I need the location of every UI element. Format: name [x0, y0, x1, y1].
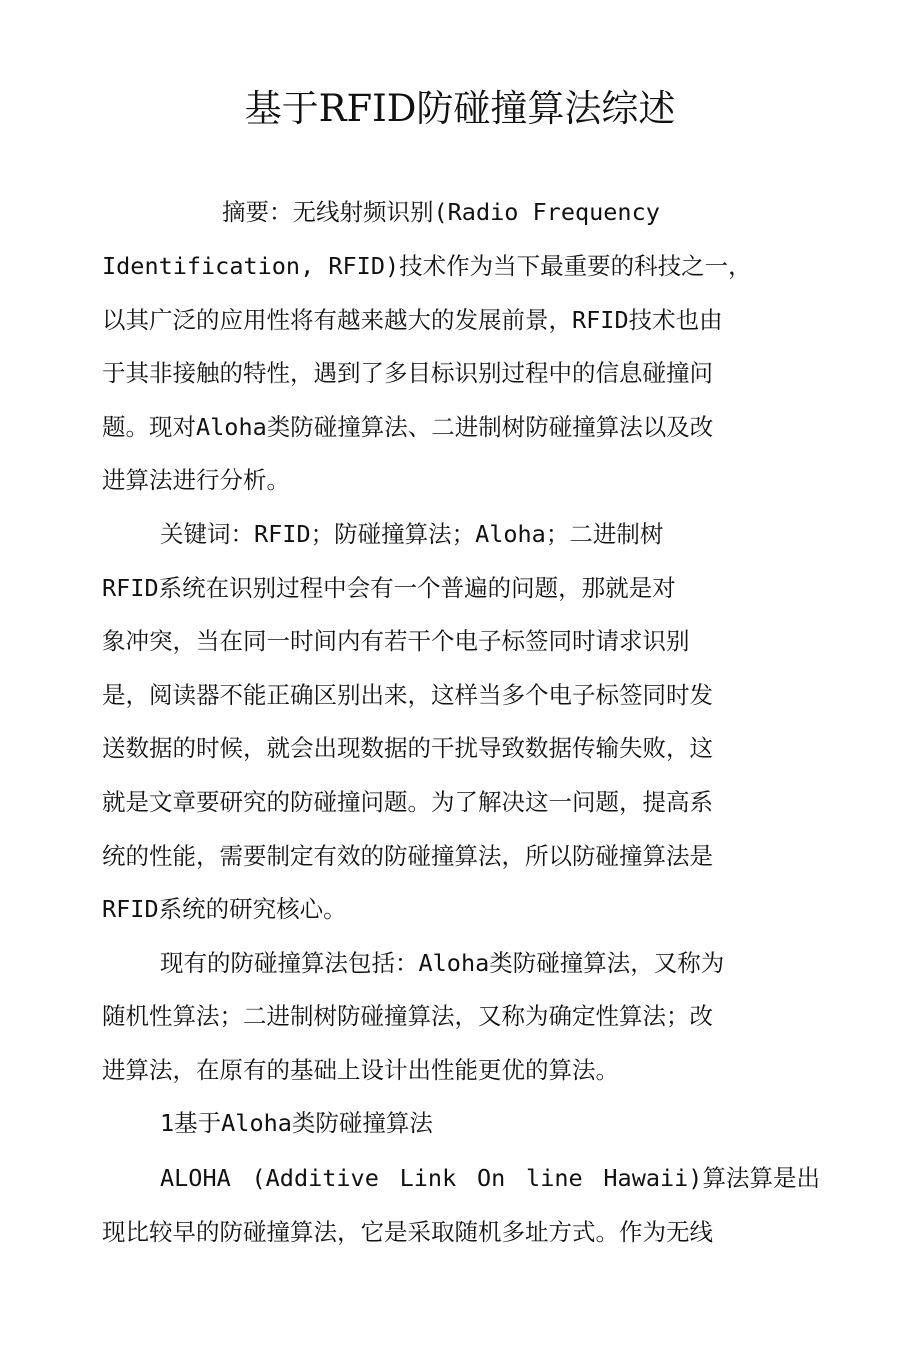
- keywords-line: 关键词：RFID；防碰撞算法；Aloha；二进制树: [160, 520, 664, 548]
- body-line: 象冲突，当在同一时间内有若干个电子标签同时请求识别: [102, 627, 690, 655]
- aloha-word: line: [526, 1164, 583, 1192]
- body-line: RFID系统在识别过程中会有一个普遍的问题，那就是对: [102, 574, 676, 602]
- abstract-line: Identification, RFID)技术作为当下最重要的科技之一，: [102, 252, 752, 280]
- aloha-word: Link: [399, 1164, 457, 1192]
- aloha-paragraph-line: [160, 1163, 820, 1193]
- abstract-line: 进算法进行分析。: [102, 466, 290, 494]
- aloha-word: ALOHA: [160, 1164, 231, 1192]
- aloha-paragraph-line: 现比较早的防碰撞算法，它是采取随机多址方式。作为无线: [102, 1218, 713, 1246]
- body-line: 就是文章要研究的防碰撞问题。为了解决这一问题，提高系: [102, 788, 713, 816]
- existing-algorithms-line: 进算法，在原有的基础上设计出性能更优的算法。: [102, 1056, 619, 1084]
- abstract-line: 摘要：无线射频识别(Radio Frequency: [222, 198, 660, 226]
- body-line: 统的性能，需要制定有效的防碰撞算法，所以防碰撞算法是: [102, 842, 713, 870]
- abstract-line: 以其广泛的应用性将有越来越大的发展前景，RFID技术也由: [102, 306, 723, 334]
- aloha-word: Hawaii)算法算是出: [603, 1164, 820, 1192]
- existing-algorithms-line: 现有的防碰撞算法包括：Aloha类防碰撞算法，又称为: [160, 949, 725, 977]
- aloha-word: (Additive: [251, 1164, 379, 1192]
- body-line: 是，阅读器不能正确区别出来，这样当多个电子标签同时发: [102, 681, 713, 709]
- document-title: 基于RFID防碰撞算法综述: [244, 87, 676, 130]
- abstract-line: 于其非接触的特性，遇到了多目标识别过程中的信息碰撞问: [102, 359, 713, 387]
- body-line: RFID系统的研究核心。: [102, 895, 347, 923]
- section-heading: 1基于Aloha类防碰撞算法: [160, 1109, 433, 1137]
- body-line: 送数据的时候，就会出现数据的干扰导致数据传输失败，这: [102, 734, 713, 762]
- abstract-line: 题。现对Aloha类防碰撞算法、二进制树防碰撞算法以及改: [102, 413, 714, 441]
- existing-algorithms-line: 随机性算法；二进制树防碰撞算法，又称为确定性算法；改: [102, 1002, 713, 1030]
- aloha-word: On: [476, 1164, 506, 1192]
